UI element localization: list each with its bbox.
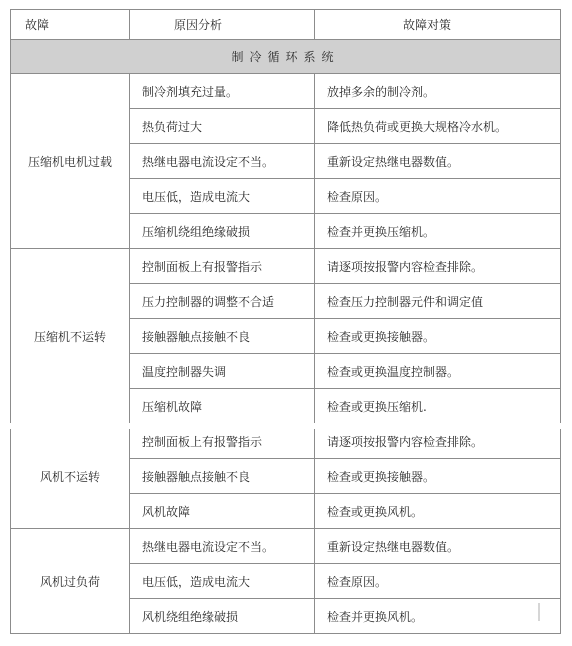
header-action: 故障对策 — [315, 10, 561, 40]
page-break-gap — [0, 423, 572, 429]
cause-cell: 接触器触点接触不良 — [130, 459, 315, 494]
scan-mark — [538, 603, 540, 621]
action-cell: 检查或更换压缩机. — [315, 389, 561, 424]
action-cell: 重新设定热继电器数值。 — [315, 529, 561, 564]
cause-cell: 热继电器电流设定不当。 — [130, 529, 315, 564]
cause-cell: 接触器触点接触不良 — [130, 319, 315, 354]
fault-cell: 压缩机电机过载 — [11, 74, 130, 249]
cause-cell: 风机绕组绝缘破损 — [130, 599, 315, 634]
table-row — [11, 249, 561, 284]
action-cell: 检查压力控制器元件和调定值 — [315, 284, 561, 319]
cause-cell: 制冷剂填充过量。 — [130, 74, 315, 109]
action-cell: 降低热负荷或更换大规格冷水机。 — [315, 109, 561, 144]
fault-cell: 风机不运转 — [11, 424, 130, 529]
cause-cell: 热继电器电流设定不当。 — [130, 144, 315, 179]
cause-cell: 热负荷过大 — [130, 109, 315, 144]
action-cell: 检查并更换压缩机。 — [315, 214, 561, 249]
action-cell: 检查原因。 — [315, 564, 561, 599]
cause-cell: 温度控制器失调 — [130, 354, 315, 389]
action-cell: 检查原因。 — [315, 179, 561, 214]
cause-cell: 压缩机故障 — [130, 389, 315, 424]
fault-cell: 压缩机不运转 — [11, 249, 130, 424]
action-cell: 请逐项按报警内容检查排除。 — [315, 249, 561, 284]
action-cell: 放掉多余的制冷剂。 — [315, 74, 561, 109]
header-fault: 故障 — [11, 10, 130, 40]
cause-cell: 风机故障 — [130, 494, 315, 529]
cause-cell: 控制面板上有报警指示 — [130, 249, 315, 284]
cause-cell: 压缩机绕组绝缘破损 — [130, 214, 315, 249]
action-cell: 检查并更换风机。 — [315, 599, 561, 634]
action-cell: 检查或更换接触器。 — [315, 319, 561, 354]
action-cell: 检查或更换风机。 — [315, 494, 561, 529]
troubleshooting-table — [10, 9, 561, 634]
table-row — [11, 529, 561, 564]
header-cause: 原因分析 — [130, 10, 315, 40]
action-cell: 检查或更换温度控制器。 — [315, 354, 561, 389]
table-row — [11, 74, 561, 109]
action-cell: 重新设定热继电器数值。 — [315, 144, 561, 179]
system-title: 制冷循环系统 — [11, 40, 561, 74]
cause-cell: 控制面板上有报警指示 — [130, 424, 315, 459]
header-row — [11, 10, 561, 40]
table-body — [11, 40, 561, 634]
action-cell: 检查或更换接触器。 — [315, 459, 561, 494]
cause-cell: 电压低，造成电流大 — [130, 564, 315, 599]
system-row — [11, 40, 561, 74]
cause-cell: 压力控制器的调整不合适 — [130, 284, 315, 319]
cause-cell: 电压低，造成电流大 — [130, 179, 315, 214]
action-cell: 请逐项按报警内容检查排除。 — [315, 424, 561, 459]
fault-cell: 风机过负荷 — [11, 529, 130, 634]
